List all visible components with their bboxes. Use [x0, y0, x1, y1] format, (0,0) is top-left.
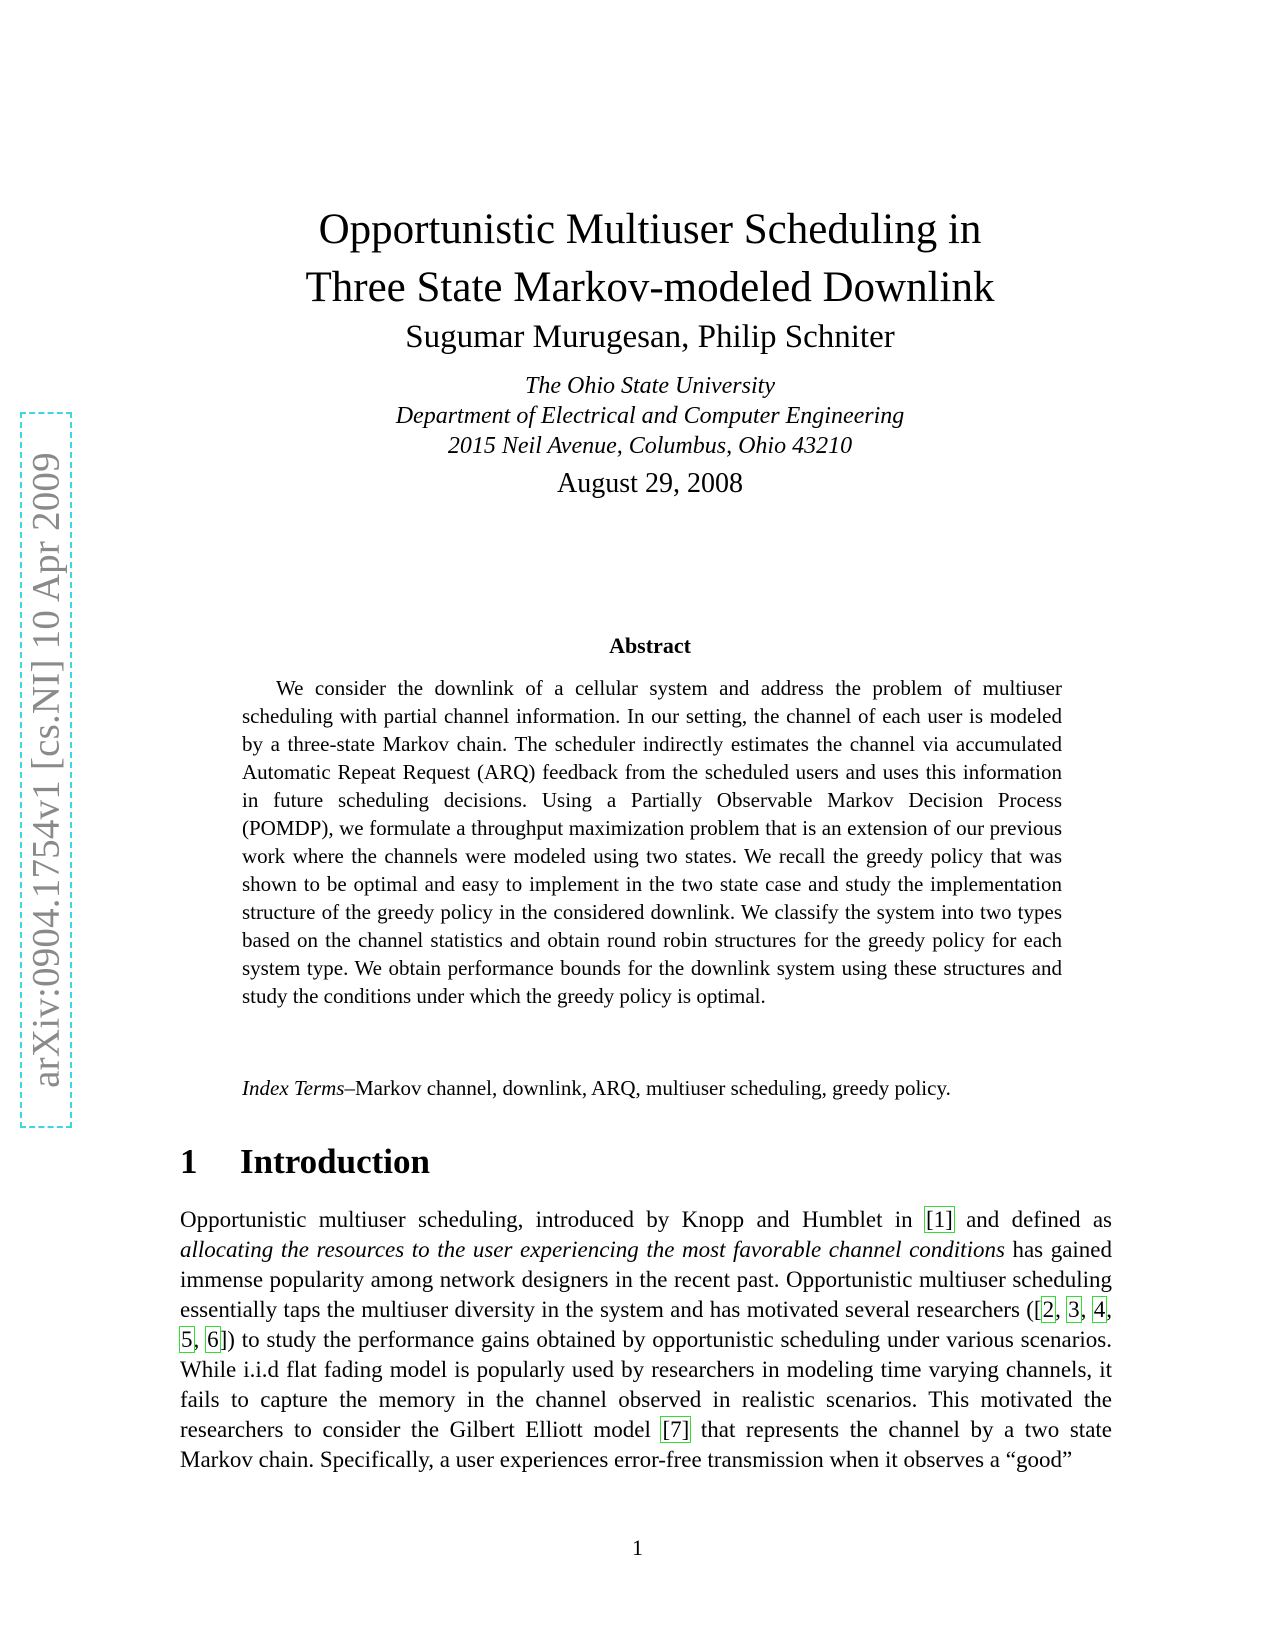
index-terms-separator: – — [344, 1076, 355, 1100]
citation-link[interactable]: [7] — [662, 1417, 690, 1442]
abstract-heading: Abstract — [609, 633, 691, 658]
affiliation — [230, 371, 1070, 461]
affiliation-line-1: The Ohio State University — [525, 373, 775, 399]
paper-title — [230, 201, 1070, 317]
citation-link[interactable]: 2 — [1042, 1297, 1055, 1322]
affiliation-line-3: 2015 Neil Avenue, Columbus, Ohio 43210 — [447, 433, 853, 459]
abstract-body — [242, 674, 1062, 1010]
paper-date: August 29, 2008 — [557, 468, 743, 499]
emphasized-definition: allocating the resources to the user experiencing the most favorable channel conditions — [180, 1237, 1005, 1262]
index-terms-text: Markov channel, downlink, ARQ, multiuser scheduling, greedy policy. — [354, 1076, 951, 1100]
index-terms — [242, 1076, 1072, 1101]
page-number: 1 — [632, 1535, 643, 1560]
authors: Sugumar Murugesan, Philip Schniter — [405, 319, 895, 355]
abstract-text: We consider the downlink of a cellular system and address the problem of multiuser scheduling with partial channel information. In our setting, the channel of each user is modeled by a three-state Markov chain. The scheduler indirectly estimates the channel via accumulated Automatic Repeat Request (ARQ) feedback from the scheduled users and uses this information in future scheduling decisions. Using a Partially Observable Markov Decision Process (POMDP), we formulate a throughput maximization problem that is an extension of our previous work where the channels were modeled using two states. We recall the greedy policy that was shown to be optimal and easy to implement in the two state case and study the implementation structure of the greedy policy in the considered downlink. We classify the system into two types based on the channel statistics and obtain round robin structures for the greedy policy for each system type. We obtain performance bounds for the downlink system using these structures and study the conditions under which the greedy policy is optimal. — [242, 676, 1062, 1008]
introduction-paragraph: Opportunistic multiuser scheduling, introduced by Knopp and Humblet in [1] and defined as allocating the resources to the user experiencing the most favorable channel conditions has gained immense popularity among network designers in the recent past. Opportunistic multiuser scheduling essentially taps the multiuser diversity in the system and has motivated several researchers ([2, 3, 4, 5, 6]) to study the performance gains obtained by opportunistic scheduling under various scenarios. While i.i.d flat fading model is popularly used by researchers in modeling time varying channels, it fails to capture the memory in the channel observed in realistic scenarios. This motivated the researchers to consider the Gilbert Elliott model [7] that represents the channel by a two state Markov chain. Specifically, a user experiences error-free transmission when it observes a “good” — [180, 1207, 1113, 1472]
citation-link[interactable]: [1] — [925, 1207, 953, 1232]
title-line-2: Three State Markov-modeled Downlink — [305, 264, 995, 311]
citation-link[interactable]: 5 — [181, 1327, 193, 1352]
citation-link[interactable]: 3 — [1068, 1297, 1080, 1322]
arxiv-stamp — [20, 412, 72, 1128]
title-line-1: Opportunistic Multiuser Scheduling in — [318, 206, 982, 253]
section-number: 1 — [180, 1142, 198, 1181]
section-heading — [180, 1142, 1080, 1182]
citation-link[interactable]: 4 — [1093, 1297, 1106, 1322]
introduction-body — [180, 1205, 1112, 1475]
citation-link[interactable]: 6 — [207, 1327, 219, 1352]
index-terms-label: Index Terms — [242, 1076, 345, 1100]
section-title: Introduction — [240, 1142, 430, 1181]
affiliation-line-2: Department of Electrical and Computer Engineering — [395, 403, 905, 429]
arxiv-stamp-text: arXiv:0904.1754v1 [cs.NI] 10 Apr 2009 — [24, 452, 68, 1088]
